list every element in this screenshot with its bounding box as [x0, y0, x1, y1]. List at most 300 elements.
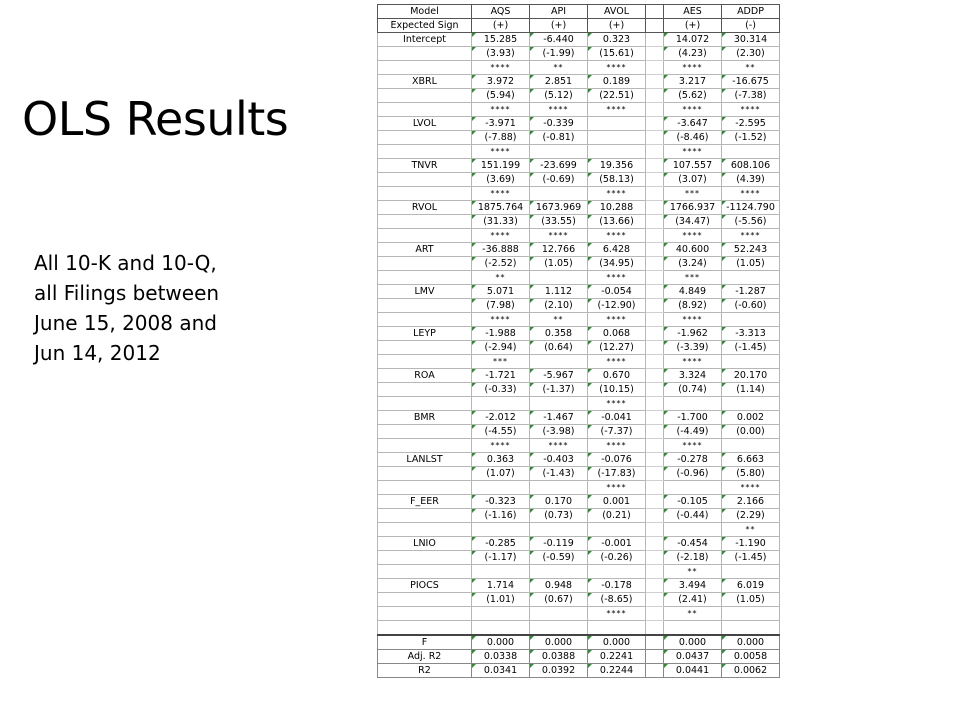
coefficient: 1875.764 — [472, 201, 530, 215]
t-statistic: (2.10) — [530, 299, 588, 313]
blank-cell — [378, 481, 472, 495]
blank-cell — [378, 145, 472, 159]
spacer-cell — [646, 285, 664, 299]
significance-stars — [472, 481, 530, 495]
t-statistic: (0.73) — [530, 509, 588, 523]
significance-stars: **** — [722, 103, 780, 117]
blank-cell — [378, 61, 472, 75]
significance-stars: **** — [588, 313, 646, 327]
significance-row — [378, 355, 780, 369]
significance-row — [378, 103, 780, 117]
significance-stars: **** — [588, 271, 646, 285]
coefficient: 0.170 — [530, 495, 588, 509]
coefficient: -2.595 — [722, 117, 780, 131]
t-statistic: (-1.37) — [530, 383, 588, 397]
blank-cell — [378, 341, 472, 355]
significance-stars: **** — [472, 229, 530, 243]
significance-stars — [530, 271, 588, 285]
blank-cell — [378, 523, 472, 537]
t-statistic: (3.07) — [664, 173, 722, 187]
blank-cell — [378, 313, 472, 327]
spacer-cell — [646, 75, 664, 89]
significance-stars — [588, 565, 646, 579]
coefficient: 52.243 — [722, 243, 780, 257]
blank-cell — [530, 621, 588, 636]
expected-sign: (+) — [664, 19, 722, 33]
spacer-cell — [646, 509, 664, 523]
significance-stars — [664, 523, 722, 537]
coefficient: 0.068 — [588, 327, 646, 341]
blank-cell — [378, 467, 472, 481]
t-stat-row — [378, 47, 780, 61]
spacer-cell — [646, 369, 664, 383]
t-stat-row — [378, 383, 780, 397]
significance-stars — [722, 397, 780, 411]
spacer-cell — [646, 229, 664, 243]
coefficient: 3.972 — [472, 75, 530, 89]
coefficient: 0.670 — [588, 369, 646, 383]
t-statistic: (5.80) — [722, 467, 780, 481]
statistic-name: R2 — [378, 664, 472, 678]
coefficient: 6.428 — [588, 243, 646, 257]
t-statistic: (22.51) — [588, 89, 646, 103]
expected-sign: (+) — [588, 19, 646, 33]
statistic-value: 0.0437 — [664, 650, 722, 664]
spacer-cell — [646, 145, 664, 159]
blank-cell — [378, 607, 472, 621]
significance-stars: ** — [722, 523, 780, 537]
significance-row — [378, 271, 780, 285]
spacer-cell — [646, 523, 664, 537]
coefficient-row — [378, 117, 780, 131]
t-statistic: (-7.37) — [588, 425, 646, 439]
statistic-value: 0.000 — [530, 635, 588, 650]
coefficient: -1.190 — [722, 537, 780, 551]
t-statistic: (-0.96) — [664, 467, 722, 481]
blank-cell — [378, 103, 472, 117]
significance-stars — [588, 145, 646, 159]
significance-stars: **** — [472, 187, 530, 201]
spacer-cell — [646, 453, 664, 467]
t-statistic: (-0.69) — [530, 173, 588, 187]
t-statistic: (3.69) — [472, 173, 530, 187]
t-statistic: (13.66) — [588, 215, 646, 229]
coefficient: 20.170 — [722, 369, 780, 383]
significance-stars: **** — [664, 229, 722, 243]
t-statistic: (-7.88) — [472, 131, 530, 145]
significance-stars — [530, 145, 588, 159]
t-statistic: (-0.81) — [530, 131, 588, 145]
significance-stars: **** — [588, 103, 646, 117]
t-stat-row — [378, 551, 780, 565]
significance-stars: **** — [664, 61, 722, 75]
spacer-cell — [646, 33, 664, 47]
significance-stars — [530, 355, 588, 369]
spacer-cell — [646, 383, 664, 397]
coefficient: 0.002 — [722, 411, 780, 425]
t-statistic: (-1.43) — [530, 467, 588, 481]
statistic-value: 0.0392 — [530, 664, 588, 678]
coefficient-row — [378, 495, 780, 509]
significance-stars — [530, 481, 588, 495]
spacer-cell — [646, 5, 664, 19]
significance-stars: **** — [588, 397, 646, 411]
coefficient: 0.948 — [530, 579, 588, 593]
spacer-cell — [646, 313, 664, 327]
statistic-value: 0.0388 — [530, 650, 588, 664]
spacer-cell — [646, 397, 664, 411]
expected-sign: (+) — [472, 19, 530, 33]
column-header: AVOL — [588, 5, 646, 19]
statistic-value: 0.0058 — [722, 650, 780, 664]
coefficient: -0.054 — [588, 285, 646, 299]
t-statistic: (-1.16) — [472, 509, 530, 523]
coefficient: 1766.937 — [664, 201, 722, 215]
t-statistic: (1.01) — [472, 593, 530, 607]
statistic-value: 0.0338 — [472, 650, 530, 664]
coefficient: 6.663 — [722, 453, 780, 467]
significance-stars — [472, 397, 530, 411]
column-header: AQS — [472, 5, 530, 19]
t-statistic: (-8.46) — [664, 131, 722, 145]
blank-cell — [378, 131, 472, 145]
coefficient: 1673.969 — [530, 201, 588, 215]
t-stat-row — [378, 131, 780, 145]
significance-stars — [722, 355, 780, 369]
t-statistic: (0.74) — [664, 383, 722, 397]
significance-stars — [664, 397, 722, 411]
t-statistic: (-1.45) — [722, 551, 780, 565]
sample-description-line: All 10-K and 10-Q, — [34, 251, 217, 275]
significance-stars: *** — [472, 355, 530, 369]
coefficient: -0.105 — [664, 495, 722, 509]
coefficient: 5.071 — [472, 285, 530, 299]
blank-cell — [472, 621, 530, 636]
significance-stars: **** — [664, 439, 722, 453]
significance-stars: ** — [664, 565, 722, 579]
coefficient: -0.403 — [530, 453, 588, 467]
significance-stars: **** — [722, 481, 780, 495]
ols-results-table — [377, 4, 780, 678]
spacer-cell — [646, 635, 664, 650]
spacer-cell — [646, 61, 664, 75]
significance-stars — [722, 565, 780, 579]
coefficient: -16.675 — [722, 75, 780, 89]
significance-stars: **** — [530, 229, 588, 243]
column-header: AES — [664, 5, 722, 19]
coefficient: -1.467 — [530, 411, 588, 425]
coefficient-row — [378, 33, 780, 47]
significance-row — [378, 61, 780, 75]
t-statistic: (33.55) — [530, 215, 588, 229]
t-statistic: (-0.44) — [664, 509, 722, 523]
coefficient: -1.988 — [472, 327, 530, 341]
coefficient: -5.967 — [530, 369, 588, 383]
spacer-cell — [646, 355, 664, 369]
t-stat-row — [378, 593, 780, 607]
significance-stars — [588, 523, 646, 537]
t-statistic: (1.07) — [472, 467, 530, 481]
t-statistic: (-5.56) — [722, 215, 780, 229]
spacer-cell — [646, 201, 664, 215]
significance-row — [378, 187, 780, 201]
coefficient: 14.072 — [664, 33, 722, 47]
blank-cell — [722, 621, 780, 636]
coefficient: -0.278 — [664, 453, 722, 467]
coefficient: -2.012 — [472, 411, 530, 425]
spacer-cell — [646, 47, 664, 61]
variable-name: LANLST — [378, 453, 472, 467]
coefficient-row — [378, 537, 780, 551]
significance-stars — [472, 607, 530, 621]
coefficient-row — [378, 369, 780, 383]
spacer-cell — [646, 271, 664, 285]
expected-sign: (-) — [722, 19, 780, 33]
statistic-value: 0.000 — [664, 635, 722, 650]
significance-row — [378, 523, 780, 537]
t-statistic: (-1.17) — [472, 551, 530, 565]
t-stat-row — [378, 425, 780, 439]
sample-description — [34, 248, 334, 368]
fit-statistic-row — [378, 635, 780, 650]
blank-cell — [378, 215, 472, 229]
significance-row — [378, 481, 780, 495]
t-statistic: (5.12) — [530, 89, 588, 103]
blank-cell — [378, 551, 472, 565]
t-stat-row — [378, 89, 780, 103]
coefficient-row — [378, 201, 780, 215]
t-statistic: (-0.33) — [472, 383, 530, 397]
spacer-cell — [646, 341, 664, 355]
variable-name: ART — [378, 243, 472, 257]
coefficient: -0.339 — [530, 117, 588, 131]
coefficient: -1.721 — [472, 369, 530, 383]
spacer-cell — [646, 621, 664, 636]
t-statistic — [588, 131, 646, 145]
spacer-cell — [646, 664, 664, 678]
coefficient-row — [378, 159, 780, 173]
coefficient: -1124.790 — [722, 201, 780, 215]
column-header-model: Model — [378, 5, 472, 19]
statistic-value: 0.000 — [472, 635, 530, 650]
coefficient: -0.323 — [472, 495, 530, 509]
t-stat-row — [378, 215, 780, 229]
t-statistic: (-4.55) — [472, 425, 530, 439]
t-statistic: (-0.60) — [722, 299, 780, 313]
expected-sign-label: Expected Sign — [378, 19, 472, 33]
t-statistic: (3.24) — [664, 257, 722, 271]
t-statistic: (0.64) — [530, 341, 588, 355]
t-statistic: (5.62) — [664, 89, 722, 103]
coefficient: 0.323 — [588, 33, 646, 47]
spacer-cell — [646, 117, 664, 131]
spacer-cell — [646, 299, 664, 313]
significance-stars: **** — [472, 103, 530, 117]
coefficient: -0.454 — [664, 537, 722, 551]
blank-cell — [378, 271, 472, 285]
t-statistic: (1.05) — [722, 257, 780, 271]
coefficient: 608.106 — [722, 159, 780, 173]
spacer-cell — [646, 495, 664, 509]
t-statistic: (-1.45) — [722, 341, 780, 355]
spacer-cell — [646, 411, 664, 425]
spacer-cell — [646, 187, 664, 201]
statistic-value: 0.0062 — [722, 664, 780, 678]
variable-name: F_EER — [378, 495, 472, 509]
t-statistic: (15.61) — [588, 47, 646, 61]
coefficient: 1.112 — [530, 285, 588, 299]
t-statistic: (-0.26) — [588, 551, 646, 565]
spacer-cell — [646, 425, 664, 439]
header-row — [378, 5, 780, 19]
significance-stars: ** — [472, 271, 530, 285]
t-stat-row — [378, 257, 780, 271]
coefficient: 2.851 — [530, 75, 588, 89]
coefficient-row — [378, 285, 780, 299]
t-statistic: (8.92) — [664, 299, 722, 313]
coefficient: 4.849 — [664, 285, 722, 299]
separator-row — [378, 621, 780, 636]
statistic-name: F — [378, 635, 472, 650]
t-statistic: (-4.49) — [664, 425, 722, 439]
expected-sign-row — [378, 19, 780, 33]
blank-cell — [378, 425, 472, 439]
coefficient-row — [378, 327, 780, 341]
t-stat-row — [378, 299, 780, 313]
blank-cell — [378, 355, 472, 369]
blank-cell — [378, 439, 472, 453]
coefficient: -0.119 — [530, 537, 588, 551]
coefficient: 151.199 — [472, 159, 530, 173]
significance-stars — [530, 607, 588, 621]
spacer-cell — [646, 173, 664, 187]
blank-cell — [378, 229, 472, 243]
coefficient-row — [378, 243, 780, 257]
coefficient: 30.314 — [722, 33, 780, 47]
t-statistic: (12.27) — [588, 341, 646, 355]
blank-cell — [378, 509, 472, 523]
t-statistic: (-8.65) — [588, 593, 646, 607]
coefficient: 3.494 — [664, 579, 722, 593]
column-header: API — [530, 5, 588, 19]
coefficient-row — [378, 453, 780, 467]
coefficient: -6.440 — [530, 33, 588, 47]
spacer-cell — [646, 215, 664, 229]
significance-stars: *** — [664, 271, 722, 285]
coefficient: 15.285 — [472, 33, 530, 47]
sample-description-line: Jun 14, 2012 — [34, 341, 161, 365]
coefficient: -0.001 — [588, 537, 646, 551]
significance-stars — [530, 397, 588, 411]
coefficient: -1.700 — [664, 411, 722, 425]
coefficient: -0.076 — [588, 453, 646, 467]
spacer-cell — [646, 650, 664, 664]
significance-stars — [472, 565, 530, 579]
variable-name: TNVR — [378, 159, 472, 173]
t-statistic: (1.14) — [722, 383, 780, 397]
variable-name: LMV — [378, 285, 472, 299]
variable-name: PIOCS — [378, 579, 472, 593]
significance-stars: **** — [472, 439, 530, 453]
statistic-value: 0.000 — [722, 635, 780, 650]
coefficient: 40.600 — [664, 243, 722, 257]
statistic-value: 0.0341 — [472, 664, 530, 678]
expected-sign: (+) — [530, 19, 588, 33]
coefficient: -0.285 — [472, 537, 530, 551]
significance-stars — [530, 187, 588, 201]
t-statistic: (-2.94) — [472, 341, 530, 355]
sample-description-line: all Filings between — [34, 281, 220, 305]
significance-stars: **** — [588, 229, 646, 243]
t-statistic: (-1.99) — [530, 47, 588, 61]
blank-cell — [378, 173, 472, 187]
significance-stars: **** — [722, 187, 780, 201]
significance-stars — [722, 439, 780, 453]
spacer-cell — [646, 593, 664, 607]
coefficient: 3.324 — [664, 369, 722, 383]
significance-stars: ** — [530, 61, 588, 75]
t-statistic: (10.15) — [588, 383, 646, 397]
significance-stars: **** — [588, 355, 646, 369]
spacer-cell — [646, 537, 664, 551]
variable-name: ROA — [378, 369, 472, 383]
variable-name: Intercept — [378, 33, 472, 47]
t-statistic: (2.30) — [722, 47, 780, 61]
t-statistic: (58.13) — [588, 173, 646, 187]
significance-row — [378, 565, 780, 579]
blank-cell — [588, 621, 646, 636]
t-statistic: (1.05) — [530, 257, 588, 271]
significance-stars: ** — [664, 607, 722, 621]
coefficient: 1.714 — [472, 579, 530, 593]
spacer-cell — [646, 257, 664, 271]
t-statistic: (5.94) — [472, 89, 530, 103]
t-statistic: (3.93) — [472, 47, 530, 61]
significance-stars — [664, 481, 722, 495]
significance-row — [378, 229, 780, 243]
significance-stars: **** — [588, 607, 646, 621]
significance-stars: **** — [664, 103, 722, 117]
spacer-cell — [646, 565, 664, 579]
spacer-cell — [646, 131, 664, 145]
t-statistic: (4.39) — [722, 173, 780, 187]
spacer-cell — [646, 327, 664, 341]
t-statistic: (-17.83) — [588, 467, 646, 481]
t-statistic: (-0.59) — [530, 551, 588, 565]
variable-name: XBRL — [378, 75, 472, 89]
blank-cell — [378, 593, 472, 607]
blank-cell — [378, 187, 472, 201]
coefficient-row — [378, 411, 780, 425]
blank-cell — [378, 621, 472, 636]
significance-stars: *** — [664, 187, 722, 201]
significance-row — [378, 313, 780, 327]
significance-stars: **** — [530, 439, 588, 453]
t-statistic: (34.47) — [664, 215, 722, 229]
t-statistic: (4.23) — [664, 47, 722, 61]
spacer-cell — [646, 579, 664, 593]
variable-name: LVOL — [378, 117, 472, 131]
coefficient: 12.766 — [530, 243, 588, 257]
t-statistic: (2.41) — [664, 593, 722, 607]
significance-stars: ** — [530, 313, 588, 327]
coefficient: 6.019 — [722, 579, 780, 593]
coefficient: 0.363 — [472, 453, 530, 467]
blank-cell — [378, 299, 472, 313]
sample-description-line: June 15, 2008 and — [34, 311, 217, 335]
spacer-cell — [646, 481, 664, 495]
coefficient: -0.178 — [588, 579, 646, 593]
